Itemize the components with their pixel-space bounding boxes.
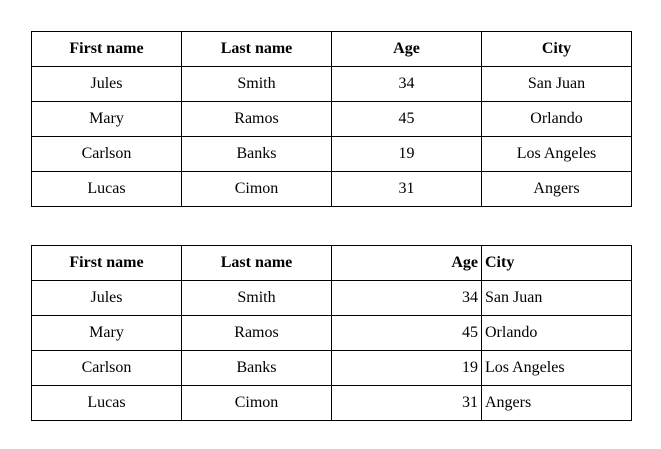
people-table-aligned [31,245,632,421]
header-first-name: First name [32,246,182,281]
cell-first-name: Jules [32,67,182,102]
cell-last-name: Smith [182,281,332,316]
cell-age: 19 [332,137,482,172]
cell-last-name: Banks [182,137,332,172]
cell-first-name: Jules [32,281,182,316]
table-row [32,67,632,102]
table-header-row [32,246,632,281]
cell-age: 19 [332,351,482,386]
cell-last-name: Cimon [182,172,332,207]
table-row [32,137,632,172]
header-city: City [482,32,632,67]
header-age: Age [332,32,482,67]
cell-last-name: Smith [182,67,332,102]
cell-city: Orlando [482,316,632,351]
cell-age: 31 [332,172,482,207]
table-row [32,316,632,351]
cell-age: 31 [332,386,482,421]
cell-city: San Juan [482,281,632,316]
header-last-name: Last name [182,32,332,67]
cell-last-name: Ramos [182,102,332,137]
table-row [32,351,632,386]
header-last-name: Last name [182,246,332,281]
table-row [32,281,632,316]
cell-first-name: Mary [32,102,182,137]
cell-last-name: Banks [182,351,332,386]
cell-first-name: Carlson [32,351,182,386]
header-age: Age [332,246,482,281]
cell-age: 45 [332,102,482,137]
cell-first-name: Lucas [32,172,182,207]
table-row [32,102,632,137]
people-table-centered [31,31,632,207]
table-row [32,386,632,421]
cell-city: Los Angeles [482,137,632,172]
cell-city: San Juan [482,67,632,102]
header-first-name: First name [32,32,182,67]
cell-first-name: Mary [32,316,182,351]
cell-first-name: Lucas [32,386,182,421]
cell-last-name: Cimon [182,386,332,421]
table-header-row [32,32,632,67]
table-row [32,172,632,207]
cell-first-name: Carlson [32,137,182,172]
cell-age: 34 [332,67,482,102]
cell-age: 34 [332,281,482,316]
cell-city: Orlando [482,102,632,137]
cell-city: Los Angeles [482,351,632,386]
cell-age: 45 [332,316,482,351]
header-city: City [482,246,632,281]
cell-last-name: Ramos [182,316,332,351]
cell-city: Angers [482,172,632,207]
cell-city: Angers [482,386,632,421]
